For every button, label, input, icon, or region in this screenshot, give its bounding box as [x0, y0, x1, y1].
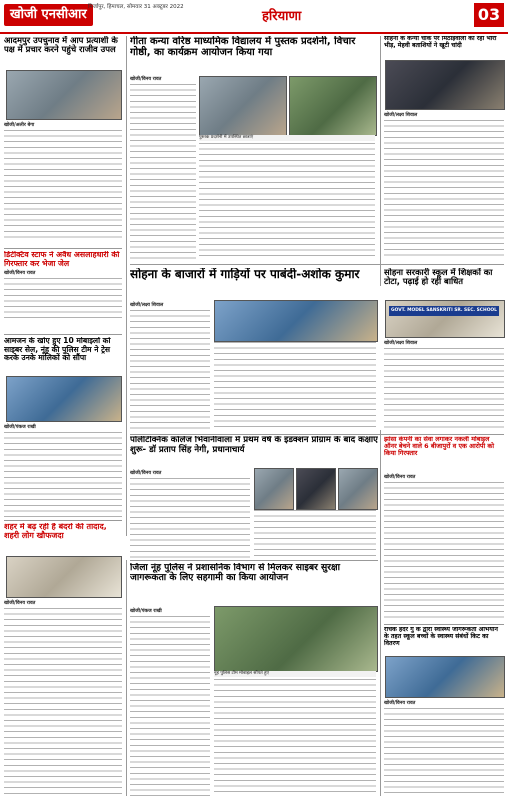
story-polytechnic [130, 436, 378, 466]
story-photo [6, 556, 122, 598]
story-body [130, 468, 250, 558]
story-byline: खोजी/विनय रावत [130, 77, 162, 82]
story-headline: झांसा कंपनी का सेवा लगाकर नकली मोबाइल ऑनर बेचने वाले 6 बीजापुरों व एक आरोपी को किया गिरफ्तार [384, 436, 494, 458]
story-byline: खोजी/विनय रावत [384, 701, 416, 706]
story-headline: डिटेक्टिव स्टाफ ने अवैध असलाहधारी की गिरफ्तार कर भेजा जेल [4, 251, 120, 268]
divider [4, 334, 122, 335]
story-vehicle-ban [130, 268, 378, 298]
column-divider [380, 36, 381, 286]
story-text [130, 616, 210, 796]
story-body [4, 422, 122, 518]
school-signboard: GOVT. MODEL SANSKRITI SR. SEC. SCHOOL [389, 306, 499, 316]
story-text [384, 120, 504, 260]
story-byline: खोजी/अलीर बेगा [4, 123, 35, 128]
story-mobiles-returned [4, 337, 122, 377]
story-text [214, 342, 376, 430]
story-body-continued [214, 342, 376, 432]
story-photo [214, 606, 378, 672]
story-text [130, 478, 250, 558]
story-detective-staff [4, 251, 122, 331]
story-text [130, 84, 196, 260]
divider [384, 624, 504, 625]
story-text [214, 679, 376, 793]
divider [130, 560, 378, 561]
story-headline: पॉलीटेक्निक कॉलेज भिवानीवाला में प्रथम वर्ष के इंडक्शन प्रोग्राम के बाद कक्षाएं शुरू- डॉ प्रताप सिंह नेगी, प्रधानाचार्य [130, 436, 378, 455]
story-body [384, 110, 504, 260]
column-divider [126, 36, 127, 536]
story-byline: खोजी/लक्ष्य शिवाल [384, 341, 418, 346]
story-book-fair [130, 36, 376, 72]
story-body-continued [254, 510, 376, 558]
story-photo [385, 60, 505, 110]
masthead [0, 0, 508, 34]
story-cyber-awareness [130, 563, 378, 603]
divider [130, 434, 504, 435]
portrait-photo [338, 468, 378, 510]
story-body [130, 606, 210, 796]
story-byline: खोजी/लक्ष्य शिवाल [384, 113, 418, 118]
masthead-meta: मिर्जापुर, हिमाचल, सोमवार 31 अक्टूबर 2022 [88, 4, 184, 10]
story-headline: आदमपुर उपचुनाव में आप प्रत्याशी के पक्ष में प्रचार करने पहुंचे राजीव उपल [4, 36, 118, 55]
story-sweets-crowd [384, 36, 504, 60]
story-byline: खोजी/विनय रावत [4, 601, 36, 606]
photo-caption: नूंह पुलिस टीम मोबाइल सौंपते हुए [214, 671, 376, 677]
story-body-continued [214, 679, 376, 796]
story-byline: खोजी/पंकज राखी [130, 609, 162, 614]
story-teacher-shortage [384, 268, 504, 298]
story-text [199, 143, 375, 259]
story-photo [385, 656, 505, 698]
story-photo [199, 76, 287, 136]
story-body [130, 74, 196, 260]
story-text [130, 310, 210, 432]
story-byline: खोजी/लक्ष्य शिवाल [130, 303, 164, 308]
section-title: हरियाणा [262, 9, 302, 24]
story-photo [6, 70, 122, 120]
divider [4, 248, 122, 249]
brand-logo: खोजी एनसीआर [4, 4, 93, 26]
story-body [384, 698, 504, 796]
story-headline: जिला नूंह पुलिस ने प्रशासनिक विभाग से मिलकर साइबर सुरक्षा जागरूकता के लिए सहगामी का किया आयोजन [130, 563, 340, 584]
portrait-photo [254, 468, 294, 510]
story-byline: खोजी/पंकज राखी [4, 425, 36, 430]
story-health-kits [384, 627, 504, 655]
column-divider [380, 430, 381, 796]
page-number: 03 [474, 3, 504, 27]
story-text [4, 130, 122, 242]
story-headline: सोहना के बाजारों में गाड़ियों पर पाबंदी-अशोक कुमार [130, 268, 360, 281]
story-body [384, 338, 504, 430]
story-headline: आमजन के खोए हुए 10 मोबाइलों को साइबर सेल, नूंह की पुलिस टीम ने ट्रेस करके उनके मालिकों को सौंपा [4, 337, 111, 362]
story-headline: सोहना के कन्या चौक पर मिठाईवालों की रही भारी भीड़, मेहवी बताशियों ने खूटी चांदी [384, 36, 497, 49]
story-text [384, 708, 504, 796]
story-photo [214, 300, 378, 342]
story-body [4, 120, 122, 250]
story-body [4, 598, 122, 796]
story-photo [289, 76, 377, 136]
divider [130, 264, 504, 265]
photo-caption: पुस्तक प्रदर्शनी में उपस्थित छात्राएं [199, 135, 375, 141]
story-text [384, 348, 504, 430]
portrait-photo [296, 468, 336, 510]
story-monkeys [4, 523, 122, 553]
divider [4, 520, 122, 521]
story-text [4, 278, 122, 320]
story-text [4, 432, 122, 518]
story-headline: शहर में बढ़ रही है बंदरों की तादाद, शहरी लोग खौफजदा [4, 523, 107, 540]
story-byline: खोजी/विनय रावत [130, 471, 162, 476]
story-body [384, 472, 504, 622]
story-body-continued [199, 143, 375, 261]
story-body [130, 300, 210, 432]
story-headline: गीता कन्या वरिष्ठ माध्यमिक विद्यालय में पुस्तक प्रदर्शनी, विचार गोष्ठी, का कार्यक्रम आयोजन किया गया [130, 36, 356, 59]
story-byline: खोजी/विनय रावत [384, 475, 416, 480]
story-byline: खोजी/विनय रावत [4, 271, 36, 277]
story-text [254, 510, 376, 556]
story-headline: सोहना सरकारी स्कूल में शिक्षकों का टोटा, पढ़ाई हो रही बाधित [384, 268, 493, 287]
column-divider [126, 560, 127, 796]
story-photo [6, 376, 122, 422]
story-fake-mobiles [384, 436, 504, 470]
story-text [4, 608, 122, 796]
story-headline: रोचक हंदर गु के द्वारा स्वास्थ्य जागरूकता अभियान के तहत स्कूल बच्चों के स्वास्थ्य संबंधों किट का वितरण [384, 627, 498, 647]
story-text [384, 482, 504, 622]
